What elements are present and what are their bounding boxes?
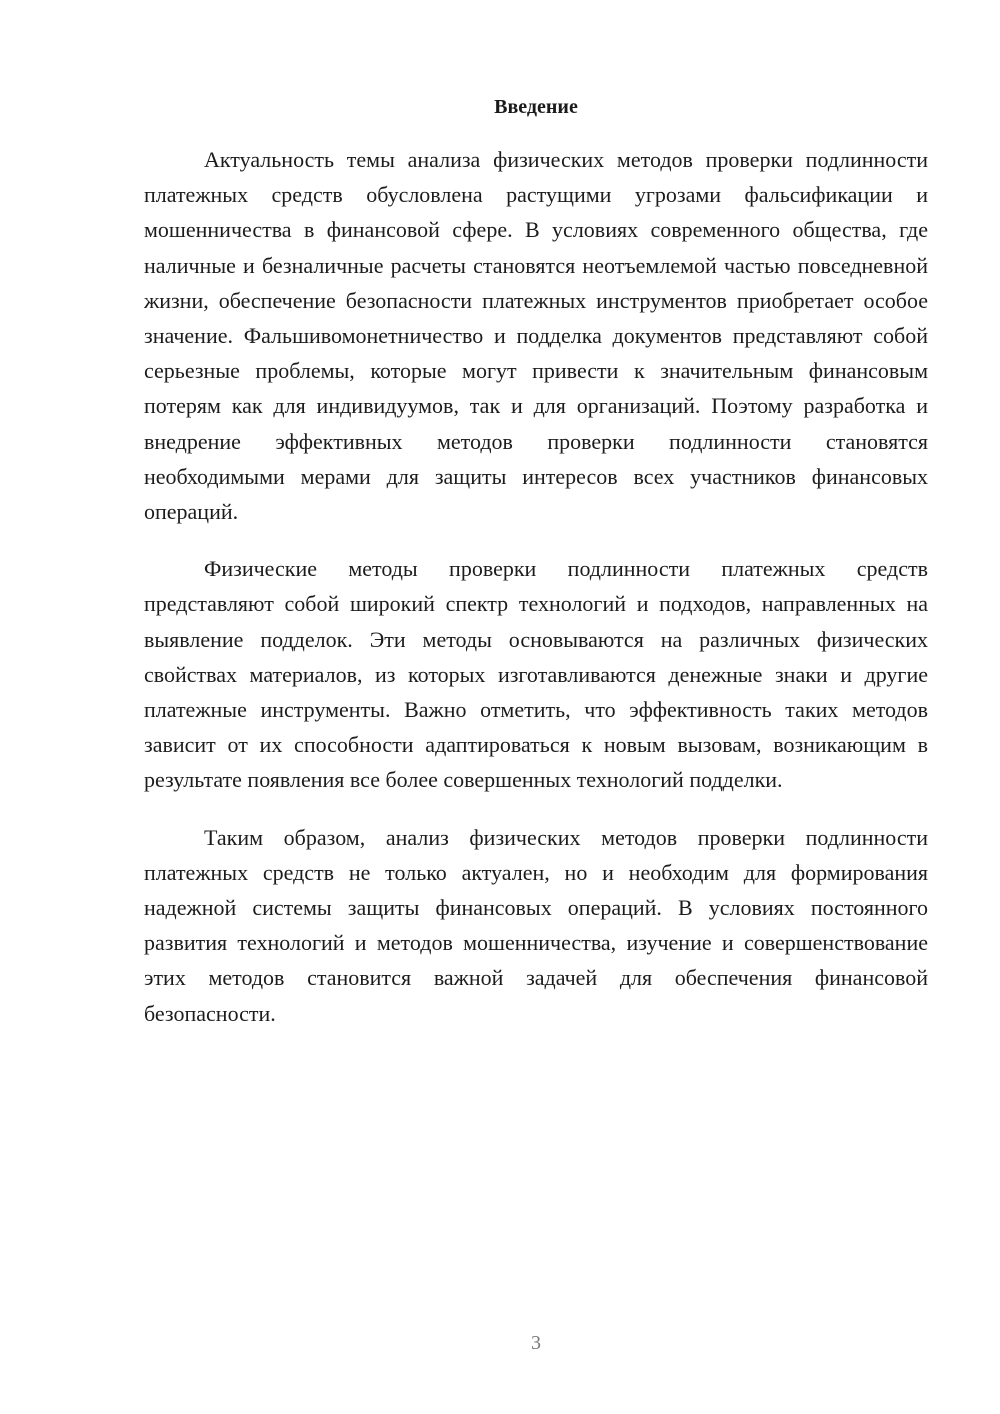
paragraph-3: Таким образом, анализ физических методов проверки подлинности платежных средств не только актуален, но и необходим для формирования надежной системы защиты финансовых операций. В условиях постоянного развития технологий и методов мошенничества, изучение и совершенствование этих методов становится важной задачей для обеспечения финансовой безопасности. <box>144 824 928 1026</box>
page-title: Введение <box>494 96 578 118</box>
paragraph-1: Актуальность темы анализа физических методов проверки подлинности платежных средств обусловлена растущими угрозами фальсификации и мошенничества в финансовой сфере. В условиях современного общества, где наличные и безналичные расчеты становятся неотъемлемой частью повседневной жизни, обеспечение безопасности платежных инструментов приобретает особое значение. Фальшивомонетничество и подделка документов представляют собой серьезные проблемы, которые могут привести к значительным финансовым потерям как для индивидуумов, так и для организаций. Поэтому разработка и внедрение эффективных методов проверки подлинности становятся необходимыми мерами для защиты интересов всех участников финансовых операций. <box>144 147 928 525</box>
body-text <box>144 142 928 1053</box>
paragraph-2: Физические методы проверки подлинности платежных средств представляют собой широкий спектр технологий и подходов, направленных на выявление подделок. Эти методы основываются на различных физических свойствах материалов, из которых изготавливаются денежные знаки и другие платежные инструменты. Важно отметить, что эффективность таких методов зависит от их способности адаптироваться к новым вызовам, возникающим в результате появления все более совершенных технологий подделки. <box>144 556 928 793</box>
page-number: 3 <box>531 1332 541 1354</box>
